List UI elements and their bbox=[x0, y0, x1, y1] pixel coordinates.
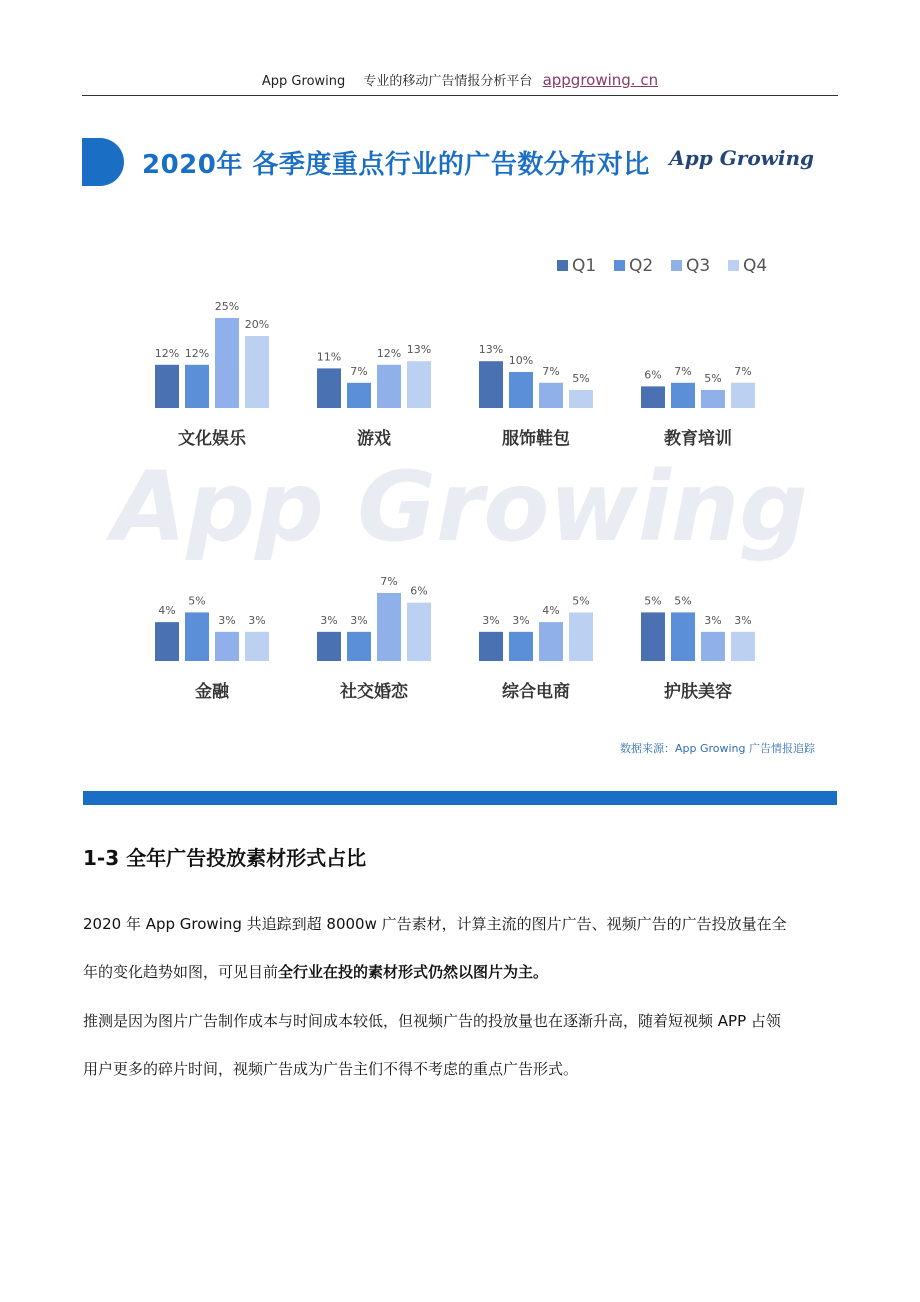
divider-bar bbox=[83, 791, 837, 805]
bar-label-2-q4: 13% bbox=[406, 343, 432, 357]
bar-1-q4 bbox=[245, 336, 269, 408]
paragraph-1-text: 年的变化趋势如图，可见目前 bbox=[83, 963, 279, 981]
category-label-6: 社交婚恋 bbox=[340, 682, 408, 702]
paragraph-2-line-2: 用户更多的碎片时间，视频广告成为广告主们不得不考虑的重点广告形式。 bbox=[83, 1060, 579, 1078]
bar-5-q1 bbox=[155, 622, 179, 661]
bar-label-6-q1: 3% bbox=[320, 613, 338, 627]
paragraph-2-line-1: 推测是因为图片广告制作成本与时间成本较低，但视频广告的投放量也在逐渐升高，随着短视频 APP 占领 bbox=[83, 1012, 781, 1030]
bar-8-q4 bbox=[731, 632, 755, 661]
bar-label-7-q4: 5% bbox=[572, 594, 590, 608]
header-brand: App Growing bbox=[261, 74, 346, 89]
bar-7-q2 bbox=[509, 632, 533, 661]
bar-2-q4 bbox=[407, 361, 431, 408]
bar-label-1-q4: 20% bbox=[244, 318, 270, 331]
bar-6-q1 bbox=[317, 632, 341, 661]
bar-5-q4 bbox=[245, 632, 269, 661]
bar-label-8-q1: 5% bbox=[644, 594, 662, 608]
section-title: 1-3 全年广告投放素材形式占比 bbox=[83, 846, 367, 870]
bar-4-q1 bbox=[641, 386, 665, 408]
watermark-logo: App Growing bbox=[112, 451, 808, 563]
bar-label-8-q2: 5% bbox=[674, 594, 692, 608]
legend-label-q2: Q2 bbox=[629, 256, 654, 276]
bar-1-q3 bbox=[215, 318, 239, 408]
legend-label-q1: Q1 bbox=[572, 256, 597, 276]
legend-swatch-q4 bbox=[728, 260, 739, 271]
category-label-2: 游戏 bbox=[357, 429, 391, 449]
header-link[interactable]: appgrowing. cn bbox=[542, 71, 659, 89]
bar-label-4-q4: 7% bbox=[734, 364, 752, 378]
bar-label-5-q3: 3% bbox=[218, 613, 236, 627]
bar-label-6-q3: 7% bbox=[380, 574, 398, 588]
header-slogan: 专业的移动广告情报分析平台 bbox=[363, 74, 533, 89]
legend-label-q4: Q4 bbox=[743, 256, 768, 276]
category-label-4: 教育培训 bbox=[664, 429, 732, 449]
bar-8-q3 bbox=[701, 632, 725, 661]
bar-4-q2 bbox=[671, 383, 695, 408]
legend-swatch-q2 bbox=[614, 260, 625, 271]
bar-label-3-q2: 10% bbox=[508, 354, 534, 367]
category-label-8: 护肤美容 bbox=[664, 682, 732, 702]
bar-label-7-q1: 3% bbox=[482, 613, 500, 627]
bar-label-3-q4: 5% bbox=[572, 372, 590, 385]
bar-2-q2 bbox=[347, 383, 371, 408]
bar-label-5-q1: 4% bbox=[158, 604, 176, 618]
bar-label-8-q3: 3% bbox=[704, 613, 722, 627]
category-label-7: 综合电商 bbox=[502, 682, 570, 702]
bar-label-4-q1: 6% bbox=[644, 368, 662, 382]
bar-7-q3 bbox=[539, 622, 563, 661]
bar-label-4-q3: 5% bbox=[704, 372, 722, 385]
chart-title: 2020年 各季度重点行业的广告数分布对比 bbox=[142, 150, 650, 180]
bar-7-q4 bbox=[569, 612, 593, 661]
source-note: 数据来源：App Growing 广告情报追踪 bbox=[619, 742, 815, 755]
bar-3-q1 bbox=[479, 361, 503, 408]
bar-label-8-q4: 3% bbox=[734, 613, 752, 627]
bar-6-q2 bbox=[347, 632, 371, 661]
bar-label-4-q2: 7% bbox=[674, 364, 692, 378]
page-header bbox=[82, 70, 838, 96]
bar-chart bbox=[82, 240, 838, 770]
legend-swatch-q3 bbox=[671, 260, 682, 271]
paragraph-1-highlight: 全行业在投的素材形式仍然以图片为主。 bbox=[278, 963, 549, 981]
bar-8-q1 bbox=[641, 612, 665, 661]
category-label-3: 服饰鞋包 bbox=[502, 429, 570, 449]
bar-3-q3 bbox=[539, 383, 563, 408]
bar-label-7-q3: 4% bbox=[542, 604, 560, 618]
bar-label-6-q4: 6% bbox=[410, 584, 428, 598]
paragraph-1-line-1: 2020 年 App Growing 共追踪到超 8000w 广告素材，计算主流的图片广告、视频广告的广告投放量在全 bbox=[83, 915, 787, 933]
bar-label-2-q1: 11% bbox=[316, 350, 342, 364]
bar-7-q1 bbox=[479, 632, 503, 661]
bar-label-7-q2: 3% bbox=[512, 613, 530, 627]
bar-8-q2 bbox=[671, 612, 695, 661]
bar-label-2-q3: 12% bbox=[376, 346, 402, 360]
bar-6-q3 bbox=[377, 593, 401, 661]
paragraph-1-line-2 bbox=[83, 962, 843, 982]
bar-label-1-q2: 12% bbox=[184, 346, 210, 360]
bar-3-q4 bbox=[569, 390, 593, 408]
bar-3-q2 bbox=[509, 372, 533, 408]
bar-2-q3 bbox=[377, 365, 401, 408]
bar-6-q4 bbox=[407, 603, 431, 661]
bar-5-q3 bbox=[215, 632, 239, 661]
title-mark-icon bbox=[82, 138, 124, 186]
bar-label-5-q4: 3% bbox=[248, 613, 266, 627]
bar-2-q1 bbox=[317, 368, 341, 408]
app-growing-logo: App Growing bbox=[669, 146, 814, 170]
legend-label-q3: Q3 bbox=[686, 256, 711, 276]
bar-5-q2 bbox=[185, 612, 209, 661]
bar-label-1-q3: 25% bbox=[214, 300, 240, 313]
bar-label-3-q1: 13% bbox=[478, 343, 504, 357]
bar-4-q4 bbox=[731, 383, 755, 408]
bar-label-5-q2: 5% bbox=[188, 594, 206, 608]
bar-1-q1 bbox=[155, 365, 179, 408]
bar-label-3-q3: 7% bbox=[542, 364, 560, 378]
legend-swatch-q1 bbox=[557, 260, 568, 271]
bar-label-6-q2: 3% bbox=[350, 613, 368, 627]
bar-label-2-q2: 7% bbox=[350, 364, 368, 378]
bar-label-1-q1: 12% bbox=[154, 346, 180, 360]
bar-4-q3 bbox=[701, 390, 725, 408]
category-label-5: 金融 bbox=[195, 682, 229, 702]
category-label-1: 文化娱乐 bbox=[178, 429, 246, 449]
bar-1-q2 bbox=[185, 365, 209, 408]
chart-title-block bbox=[82, 138, 838, 186]
